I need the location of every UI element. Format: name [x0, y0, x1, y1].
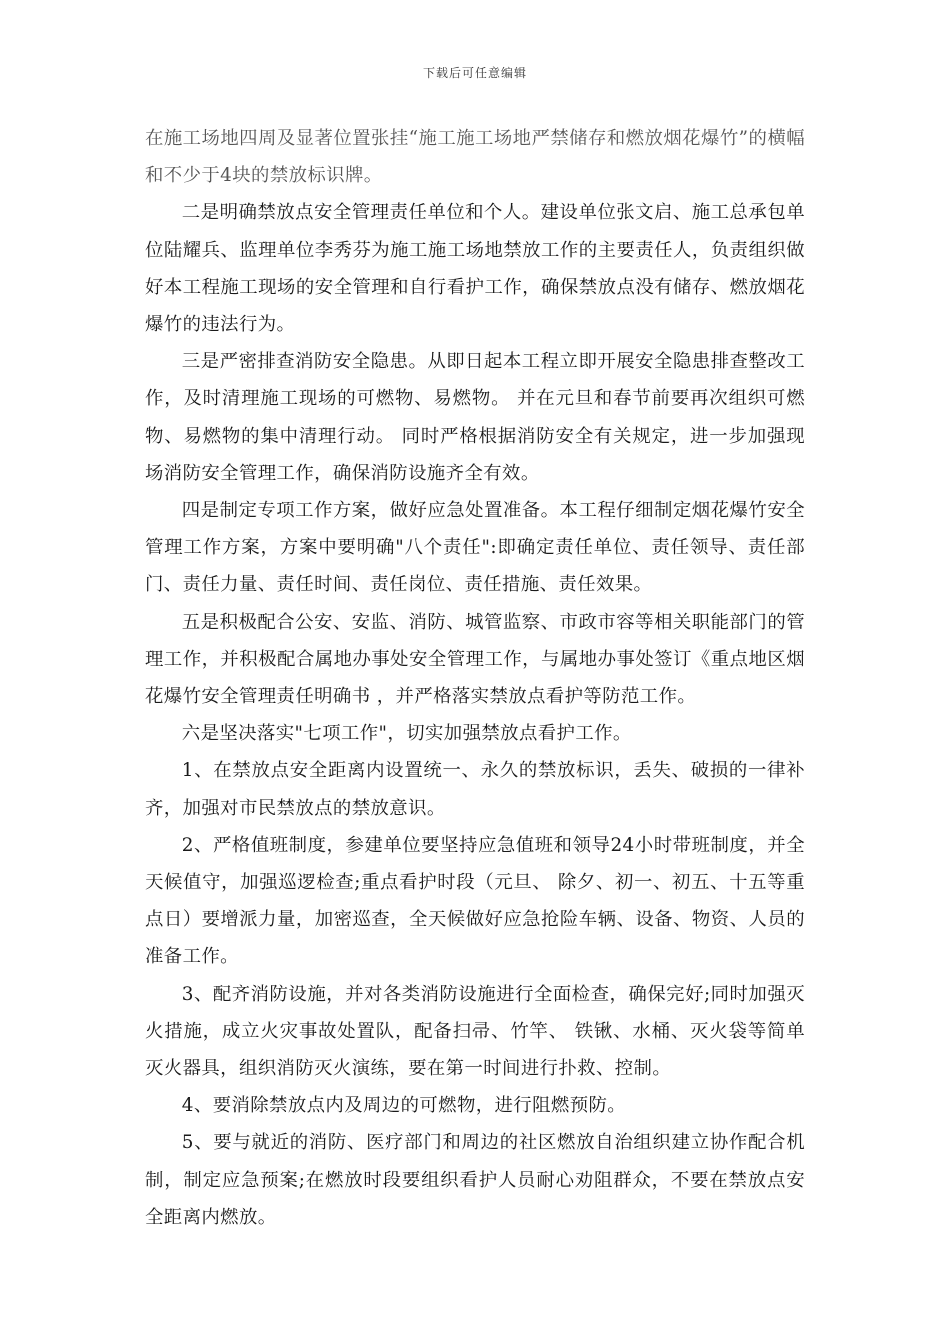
paragraph-item-4: 四是制定专项工作方案，做好应急处置准备。本工程仔细制定烟花爆竹安全管理工作方案，方案中要明确"八个责任":即确定责任单位、责任领导、责任部门、责任力量、责任时间、责任岗位、责任措施、责任效果。 — [145, 500, 805, 596]
paragraph-continued: 在施工场地四周及显著位置张挂“施工施工场地严禁储存和燃放烟花爆竹”的横幅和不少于4块的禁放标识牌。 — [145, 128, 805, 187]
page-header: 下载后可任意编辑 — [422, 66, 527, 80]
paragraph-item-5: 五是积极配合公安、安监、消防、城管监察、市政市容等相关职能部门的管理工作，并积极配合属地办事处安全管理工作，与属地办事处签订《重点地区烟花爆竹安全管理责任明确书 ，并严格落实禁放点看护等防范工作。 — [145, 611, 805, 708]
list-item-1: 1、在禁放点安全距离内设置统一、永久的禁放标识，丢失、破损的一律补齐，加强对市民禁放点的禁放意识。 — [145, 760, 805, 819]
paragraph-item-3: 三是严密排查消防安全隐患。从即日起本工程立即开展安全隐患排查整改工作，及时清理施工现场的可燃物、易燃物。 并在元旦和春节前要再次组织可燃物、易燃物的集中清理行动。 同时严格根据消防安全有关规定，进一步加强现场消防安全管理工作，确保消防设施齐全有效。 — [145, 351, 805, 484]
list-item-4: 4、要消除禁放点内及周边的可燃物，进行阻燃预防。 — [181, 1095, 627, 1117]
paragraph-item-2: 二是明确禁放点安全管理责任单位和个人。建设单位张文启、施工总承包单位陆耀兵、监理单位李秀芬为施工施工场地禁放工作的主要责任人，负责组织做好本工程施工现场的安全管理和自行看护工作，确保禁放点没有储存、燃放烟花爆竹的违法行为。 — [145, 202, 805, 336]
paragraph-item-6: 六是坚决落实"七项工作"，切实加强禁放点看护工作。 — [181, 723, 632, 745]
list-item-5: 5、要与就近的消防、医疗部门和周边的社区燃放自治组织建立协作配合机制，制定应急预案;在燃放时段要组织看护人员耐心劝阻群众，不要在禁放点安全距离内燃放。 — [145, 1132, 805, 1228]
list-item-2: 2、严格值班制度，参建单位要坚持应急值班和领导24小时带班制度，并全天候值守，加强巡逻检查;重点看护时段（元旦、 除夕、初一、初五、十五等重点日）要增派力量，加密巡查，全天候做好应急抢险车辆、设备、物资、人员的准备工作。 — [145, 834, 805, 968]
document-body — [145, 120, 805, 1236]
list-item-3: 3、配齐消防设施，并对各类消防设施进行全面检查，确保完好;同时加强灭火措施，成立火灾事故处置队，配备扫帚、竹竿、 铁锹、水桶、灭火袋等简单灭火器具，组织消防灭火演练，要在第一时间进行扑救、控制。 — [145, 983, 805, 1080]
